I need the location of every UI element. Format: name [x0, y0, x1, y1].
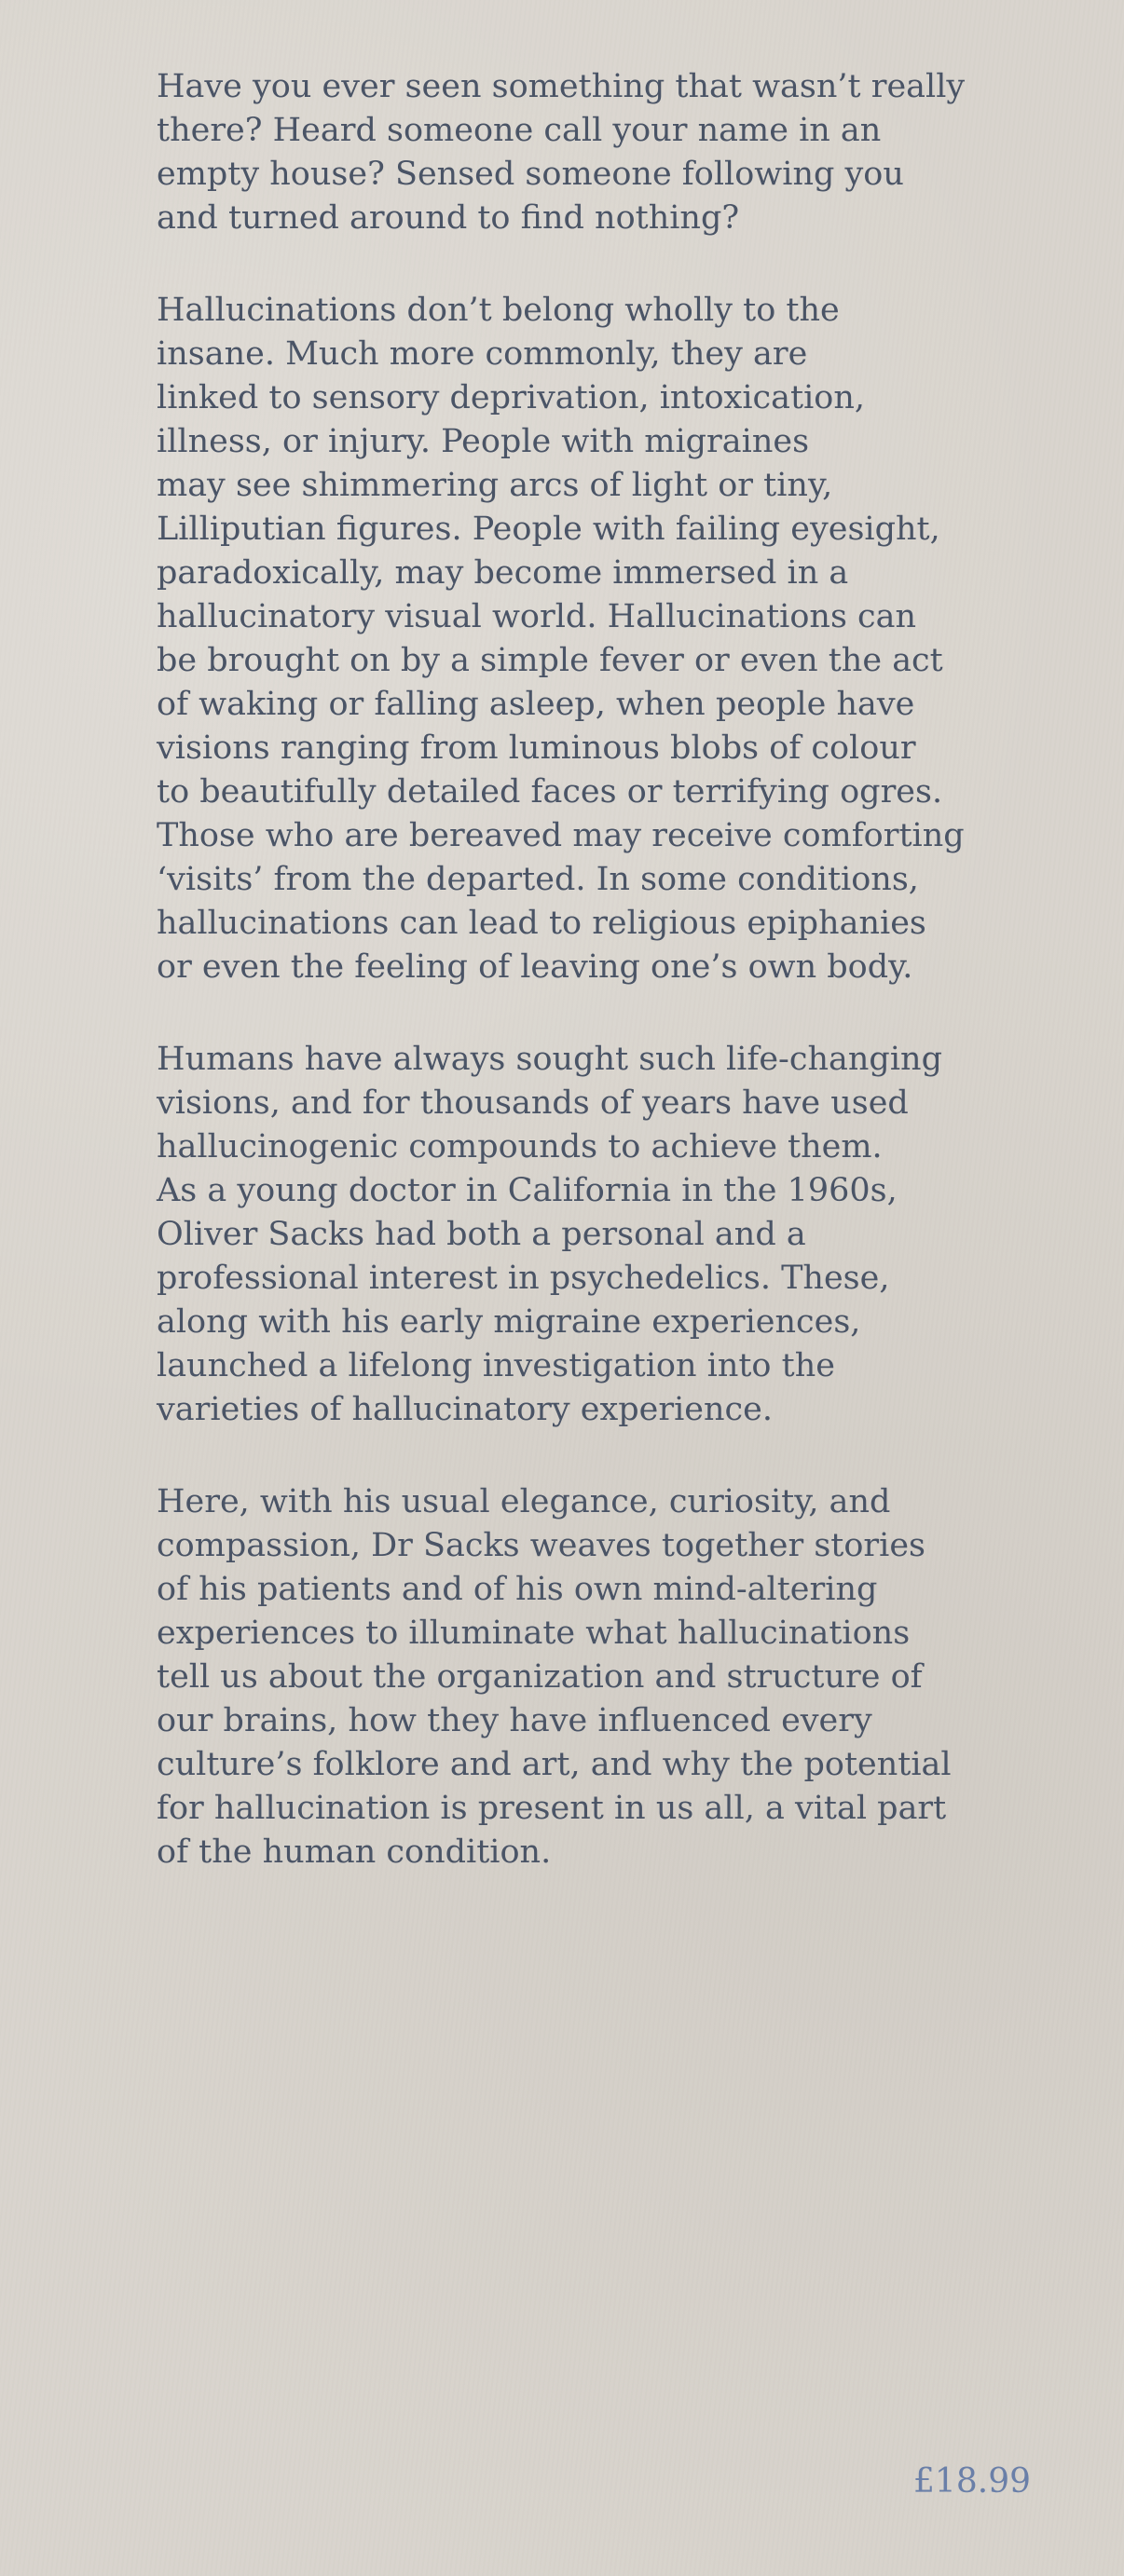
text-line: linked to sensory deprivation, intoxication, — [157, 379, 866, 416]
text-line: our brains, how they have influenced every — [157, 1702, 872, 1739]
text-line: Here, with his usual elegance, curiosity, and — [157, 1483, 891, 1520]
text-line: of his patients and of his own mind-altering — [157, 1571, 878, 1608]
text-line: culture’s folklore and art, and why the potential — [157, 1746, 952, 1783]
text-line: Hallucinations don’t belong wholly to the — [157, 292, 840, 329]
text-line: or even the feeling of leaving one’s own body. — [157, 948, 913, 986]
text-line: visions ranging from luminous blobs of colour — [157, 729, 916, 767]
text-line: professional interest in psychedelics. These, — [157, 1260, 890, 1297]
text-line: experiences to illuminate what hallucinations — [157, 1615, 911, 1652]
text-line: along with his early migraine experiences, — [157, 1303, 861, 1341]
text-line: Those who are bereaved may receive comforting — [157, 817, 965, 854]
text-line: for hallucination is present in us all, a vital part — [157, 1790, 947, 1827]
blurb-paragraph-3 — [157, 1038, 1042, 1432]
text-line: Lilliputian figures. People with failing eyesight, — [157, 511, 940, 548]
text-line: of waking or falling asleep, when people have — [157, 686, 915, 723]
text-line: Oliver Sacks had both a personal and a — [157, 1216, 806, 1253]
blurb-paragraph-1 — [157, 65, 1042, 240]
text-line: visions, and for thousands of years have used — [157, 1084, 909, 1122]
text-line: launched a lifelong investigation into the — [157, 1347, 835, 1384]
text-line: there? Heard someone call your name in an — [157, 112, 882, 149]
text-line: and turned around to find nothing? — [157, 199, 740, 237]
text-line: ‘visits’ from the departed. In some conditions, — [157, 861, 919, 898]
price-label: £18.99 — [913, 2462, 1031, 2501]
text-line: varieties of hallucinatory experience. — [157, 1391, 773, 1428]
text-line: compassion, Dr Sacks weaves together stories — [157, 1527, 926, 1564]
blurb-paragraph-2 — [157, 289, 1042, 989]
text-line: As a young doctor in California in the 1960s, — [157, 1172, 898, 1209]
text-line: of the human condition. — [157, 1833, 552, 1871]
text-line: paradoxically, may become immersed in a — [157, 554, 849, 592]
text-line: to beautifully detailed faces or terrifying ogres. — [157, 773, 943, 811]
text-line: hallucinatory visual world. Hallucinations can — [157, 598, 917, 635]
text-line: hallucinogenic compounds to achieve them. — [157, 1128, 883, 1165]
text-line: illness, or injury. People with migraines — [157, 423, 810, 460]
text-line: be brought on by a simple fever or even the act — [157, 642, 943, 679]
text-line: tell us about the organization and structure of — [157, 1658, 923, 1696]
text-line: Humans have always sought such life-changing — [157, 1041, 942, 1078]
blurb-text — [157, 65, 1042, 1923]
text-line: Have you ever seen something that wasn’t really — [157, 68, 966, 105]
text-line: empty house? Sensed someone following you — [157, 156, 904, 193]
blurb-paragraph-4 — [157, 1480, 1042, 1874]
text-line: insane. Much more commonly, they are — [157, 335, 808, 373]
text-line: may see shimmering arcs of light or tiny, — [157, 467, 833, 504]
text-line: hallucinations can lead to religious epiphanies — [157, 905, 926, 942]
